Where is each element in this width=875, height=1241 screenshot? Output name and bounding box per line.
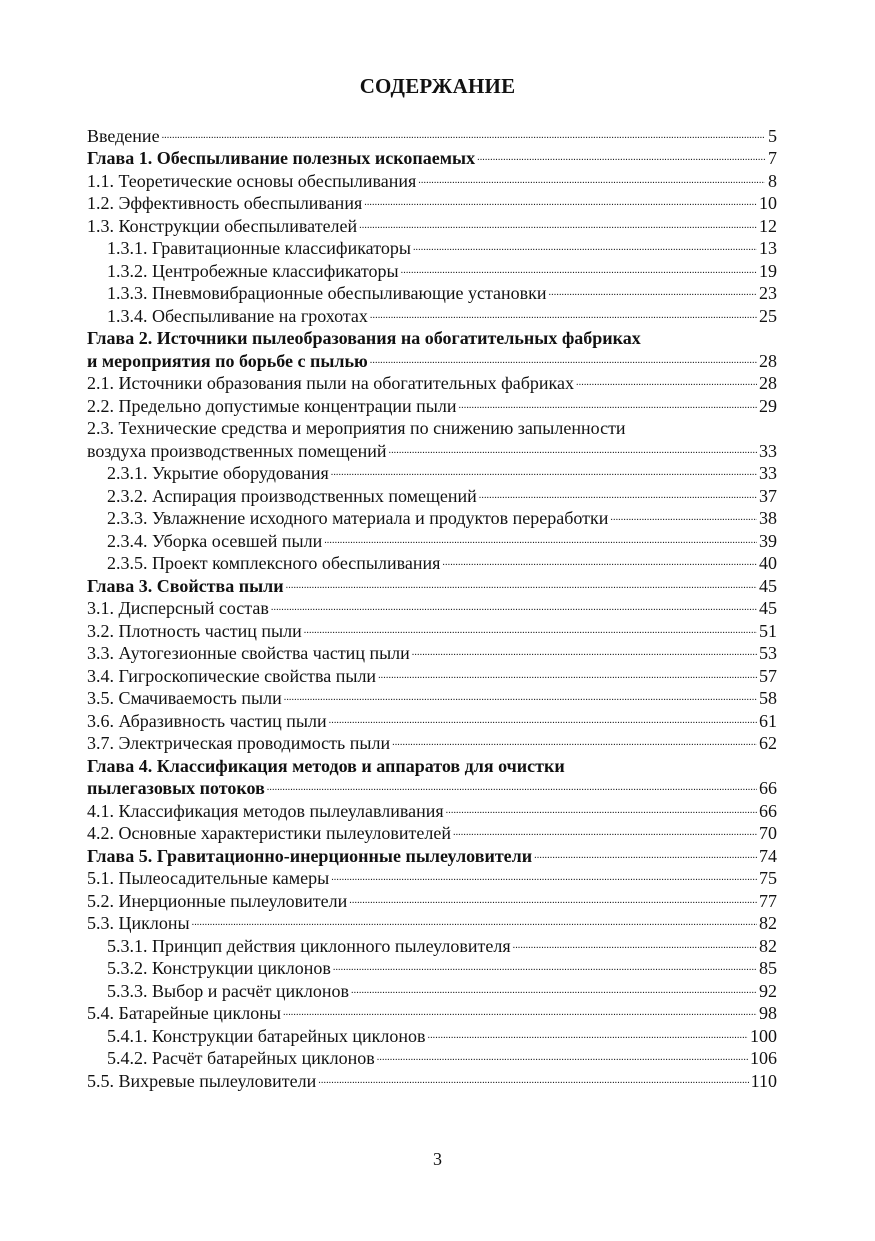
toc-entry-page: 62 xyxy=(759,733,777,753)
toc-entry-title: 2.1. Источники образования пыли на обогатительных фабриках xyxy=(87,373,575,393)
toc-entry-title: 1.2. Эффективность обеспыливания xyxy=(87,193,363,213)
toc-entry-page: 75 xyxy=(759,868,777,888)
toc-entry-title: 5.4. Батарейные циклоны xyxy=(87,1003,281,1023)
toc-entry-page: 39 xyxy=(759,530,777,551)
toc-entry-title: Глава 3. Свойства пыли xyxy=(87,575,284,596)
toc-entry-title: 5.3.2. Конструкции циклонов xyxy=(107,958,331,978)
toc-entry-title: Введение xyxy=(87,125,160,146)
toc-entry-page: 10 xyxy=(759,193,777,213)
toc-entry-title: 4.1. Классификация методов пылеулавливания xyxy=(87,800,444,821)
toc-entry-title: 1.3. Конструкции обеспыливателей xyxy=(87,215,358,236)
toc-entry-page: 57 xyxy=(759,665,777,686)
toc-entry-title: 4.2. Основные характеристики пылеуловителей xyxy=(87,823,451,843)
toc-entry-title: 2.2. Предельно допустимые концентрации пыли xyxy=(87,395,457,416)
page-number: 3 xyxy=(433,1149,442,1169)
toc-entry xyxy=(87,1069,777,1092)
toc-entry-page: 40 xyxy=(759,553,777,573)
toc-entry-title: 5.3.1. Принцип действия циклонного пылеуловителя xyxy=(107,935,511,956)
toc-entry-page: 45 xyxy=(759,575,777,596)
toc-entry-title: 2.3.2. Аспирация производственных помещений xyxy=(107,485,477,506)
toc-entry-page: 82 xyxy=(759,913,777,933)
toc-entry-page: 61 xyxy=(759,710,777,731)
toc-entry-page: 13 xyxy=(759,238,777,258)
toc-entry-page: 25 xyxy=(759,305,777,326)
toc-entry-page: 5 xyxy=(768,125,777,146)
toc-entry-page: 33 xyxy=(759,440,777,461)
toc-entry-page: 45 xyxy=(759,598,777,618)
toc-leader-dots xyxy=(392,728,757,754)
toc-entry-page: 110 xyxy=(750,1070,777,1091)
toc-entry-title: 3.7. Электрическая проводимость пыли xyxy=(87,733,391,753)
toc-leader-dots xyxy=(459,391,757,417)
toc-entry-page: 66 xyxy=(759,778,777,798)
toc-entry xyxy=(87,732,777,755)
toc-entry xyxy=(87,394,777,417)
toc-entry-page: 7 xyxy=(768,148,777,168)
toc-entry-page: 33 xyxy=(759,463,777,483)
toc-entry-title: Глава 1. Обеспыливание полезных ископаемых xyxy=(87,148,476,168)
toc-entry-title: 5.1. Пылеосадительные камеры xyxy=(87,868,330,888)
table-of-contents xyxy=(87,124,777,1092)
toc-entry-title: 5.3.3. Выбор и расчёт циклонов xyxy=(107,980,350,1001)
toc-entry-page: 106 xyxy=(750,1048,777,1068)
toc-entry-page: 28 xyxy=(759,373,777,393)
toc-entry xyxy=(87,304,777,327)
toc-entry-page: 66 xyxy=(759,800,777,821)
toc-entry-title: 1.3.4. Обеспыливание на грохотах xyxy=(107,305,368,326)
toc-entry-title: 3.3. Аутогезионные свойства частиц пыли xyxy=(87,643,410,663)
toc-entry-page: 92 xyxy=(759,980,777,1001)
toc-entry-title: 5.4.1. Конструкции батарейных циклонов xyxy=(107,1025,426,1046)
toc-entry-title: 5.4.2. Расчёт батарейных циклонов xyxy=(107,1048,375,1068)
toc-entry-title: пылегазовых потоков xyxy=(87,778,265,798)
toc-entry-page: 37 xyxy=(759,485,777,506)
toc-entry-title: и мероприятия по борьбе с пылью xyxy=(87,350,368,371)
toc-entry-title: 2.3.4. Уборка осевшей пыли xyxy=(107,530,323,551)
toc-entry-title: воздуха производственных помещений xyxy=(87,440,387,461)
toc-entry-page: 85 xyxy=(759,958,777,978)
toc-entry-title: 1.1. Теоретические основы обеспыливания xyxy=(87,170,417,191)
toc-entry-title: 1.3.1. Гравитационные классификаторы xyxy=(107,238,411,258)
toc-entry-title: 1.3.2. Центробежные классификаторы xyxy=(107,260,399,281)
toc-entry-title: 3.1. Дисперсный состав xyxy=(87,598,269,618)
toc-entry-title: 2.3.3. Увлажнение исходного материала и продуктов переработки xyxy=(107,508,609,528)
toc-entry-title: 2.3.5. Проект комплексного обеспыливания xyxy=(107,553,441,573)
toc-entry-page: 70 xyxy=(759,823,777,843)
toc-entry-page: 51 xyxy=(759,620,777,641)
toc-entry-page: 74 xyxy=(759,845,777,866)
toc-entry-title: Глава 4. Классификация методов и аппаратов для очистки xyxy=(87,755,565,776)
toc-entry-title: 1.3.3. Пневмовибрационные обеспыливающие установки xyxy=(107,283,547,303)
toc-leader-dots xyxy=(370,301,757,327)
toc-entry-page: 28 xyxy=(759,350,777,371)
toc-entry-title: 3.2. Плотность частиц пыли xyxy=(87,620,302,641)
toc-leader-dots xyxy=(318,1066,748,1092)
toc-entry-page: 77 xyxy=(759,890,777,911)
toc-entry-title: 5.3. Циклоны xyxy=(87,913,190,933)
toc-entry-page: 29 xyxy=(759,395,777,416)
toc-entry-page: 100 xyxy=(750,1025,777,1046)
toc-entry-title: 3.4. Гигроскопические свойства пыли xyxy=(87,665,377,686)
page-title: СОДЕРЖАНИЕ xyxy=(359,74,516,98)
toc-entry-page: 8 xyxy=(768,170,777,191)
toc-entry-page: 38 xyxy=(759,508,777,528)
toc-entry-title: 2.3. Технические средства и мероприятия по снижению запыленности xyxy=(87,418,626,438)
toc-entry-page: 58 xyxy=(759,688,777,708)
toc-entry-title: 5.2. Инерционные пылеуловители xyxy=(87,890,348,911)
toc-entry-page: 23 xyxy=(759,283,777,303)
toc-entry-title: 3.6. Абразивность частиц пыли xyxy=(87,710,327,731)
toc-entry-title: 5.5. Вихревые пылеуловители xyxy=(87,1070,317,1091)
toc-entry-title: 2.3.1. Укрытие оборудования xyxy=(107,463,329,483)
toc-entry-page: 53 xyxy=(759,643,777,663)
toc-entry-page: 82 xyxy=(759,935,777,956)
toc-entry-title: 3.5. Смачиваемость пыли xyxy=(87,688,282,708)
toc-entry-title: Глава 2. Источники пылеобразования на обогатительных фабриках xyxy=(87,328,641,348)
toc-entry-page: 98 xyxy=(759,1003,777,1023)
toc-entry-title: Глава 5. Гравитационно-инерционные пылеуловители xyxy=(87,845,533,866)
toc-entry-page: 12 xyxy=(759,215,777,236)
toc-entry-page: 19 xyxy=(759,260,777,281)
